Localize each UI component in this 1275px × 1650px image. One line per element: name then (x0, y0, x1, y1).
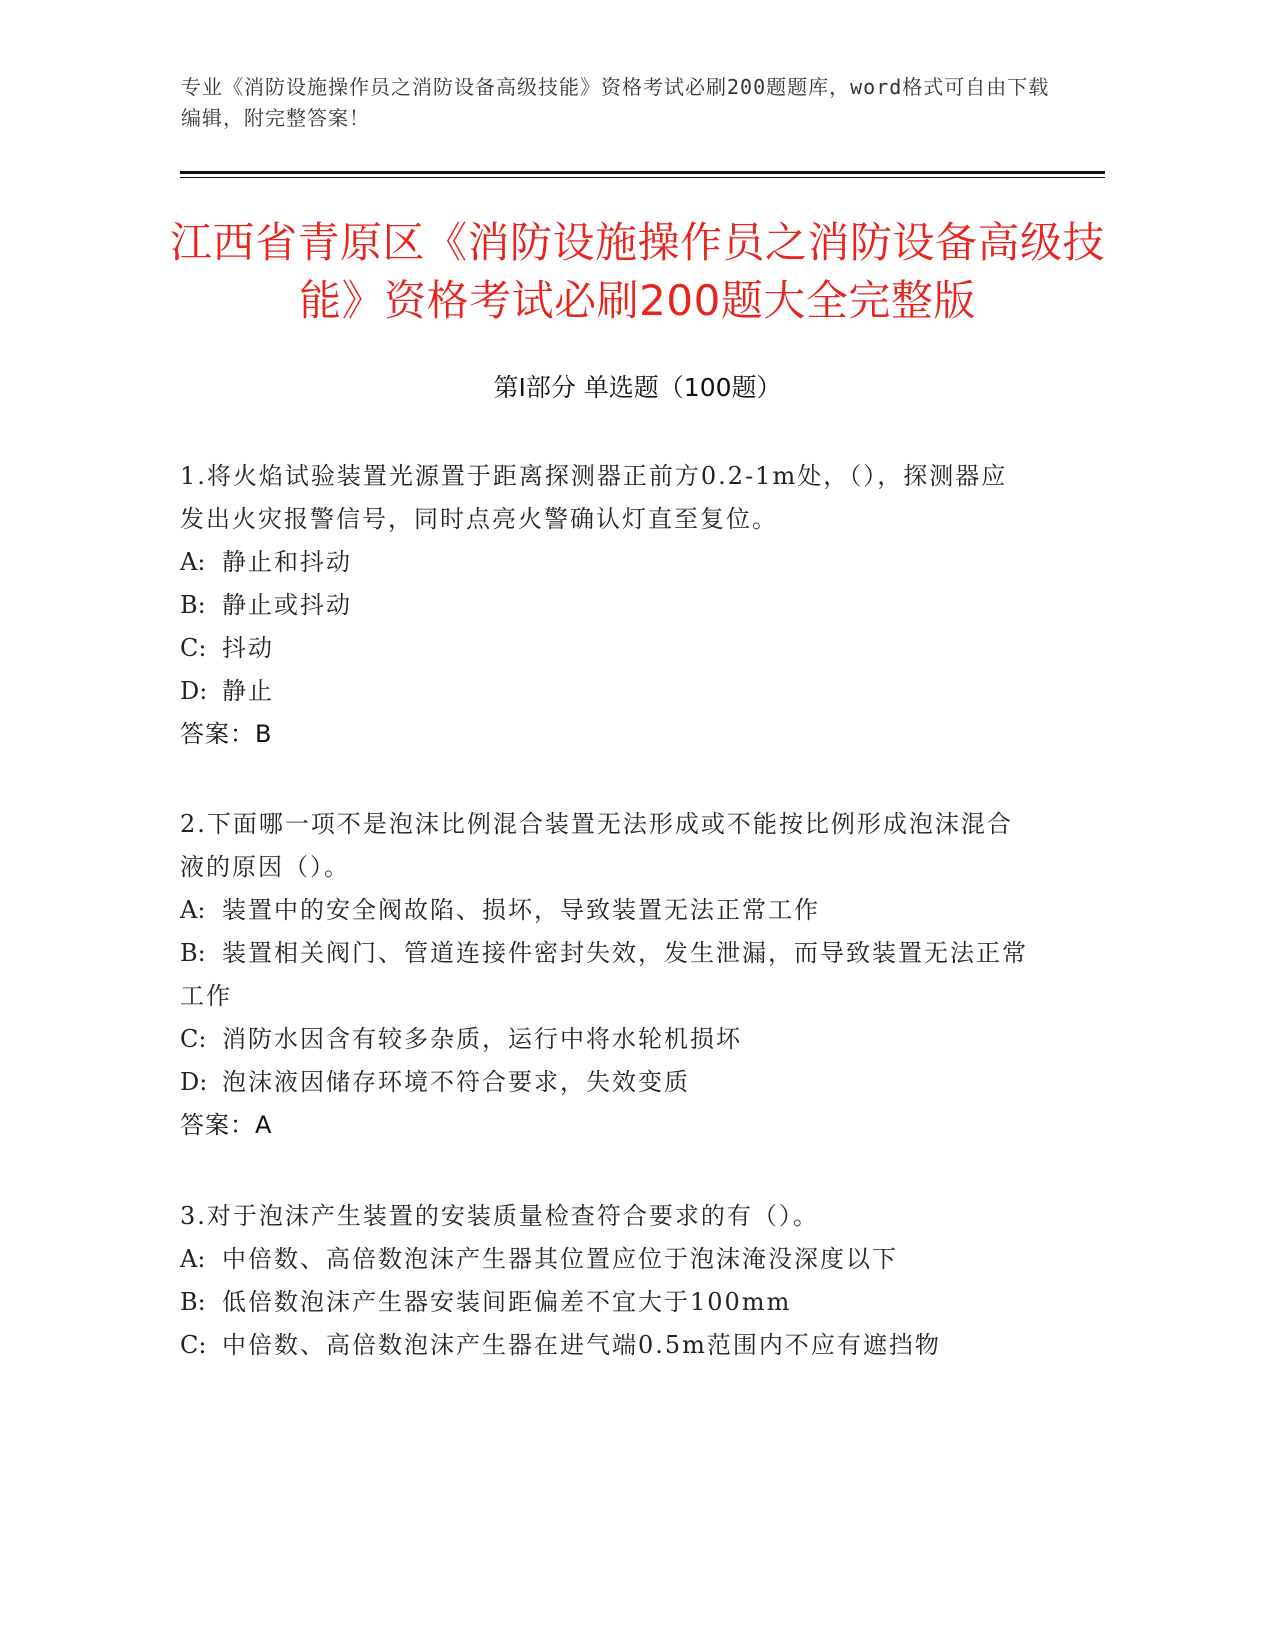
option-c (180, 1324, 1030, 1367)
section-heading: 第Ⅰ部分 单选题（100题） (493, 373, 782, 402)
option-a (180, 889, 1030, 932)
header-rule-thick (180, 171, 1105, 174)
answer-line: 答案：B (180, 720, 273, 748)
option-key: A: (180, 548, 206, 576)
option-d (180, 1061, 1030, 1104)
question-stem: 1.将火焰试验装置光源置于距离探测器正前方0.2-1m处，（），探测器应发出火灾报警信号，同时点亮火警确认灯直至复位。 (180, 462, 1008, 533)
option-text: 抖动 (222, 634, 274, 662)
option-key: B: (180, 591, 206, 619)
option-text: 泡沫液因储存环境不符合要求，失效变质 (222, 1068, 690, 1096)
option-text: 静止 (222, 677, 274, 705)
option-key: B: (180, 939, 206, 967)
option-c (180, 1018, 1030, 1061)
option-text: 中倍数、高倍数泡沫产生器在进气端0.5m范围内不应有遮挡物 (222, 1331, 941, 1359)
question-stem: 2.下面哪一项不是泡沫比例混合装置无法形成或不能按比例形成泡沫混合液的原因（）。 (180, 810, 1013, 881)
option-text: 中倍数、高倍数泡沫产生器其位置应位于泡沫淹没深度以下 (222, 1245, 898, 1273)
option-key: B: (180, 1288, 206, 1316)
option-key: C: (180, 1025, 207, 1053)
option-a (180, 541, 1030, 584)
header-rule-thin (180, 177, 1105, 178)
question-stem: 3.对于泡沫产生装置的安装质量检查符合要求的有（）。 (180, 1202, 819, 1230)
option-text: 装置相关阀门、管道连接件密封失效，发生泄漏，而导致装置无法正常工作 (180, 939, 1028, 1010)
option-b (180, 1281, 1030, 1324)
option-key: D: (180, 1068, 208, 1096)
question-2 (180, 803, 1030, 1147)
option-key: C: (180, 634, 207, 662)
option-text: 装置中的安全阀故陷、损坏，导致装置无法正常工作 (222, 896, 820, 924)
option-text: 低倍数泡沫产生器安装间距偏差不宜大于100mm (222, 1288, 792, 1316)
option-text: 消防水因含有较多杂质，运行中将水轮机损坏 (222, 1025, 742, 1053)
option-b (180, 584, 1030, 627)
question-3 (180, 1195, 1030, 1367)
question-1 (180, 455, 1030, 756)
option-b (180, 932, 1030, 1018)
option-text: 静止或抖动 (222, 591, 352, 619)
option-text: 静止和抖动 (222, 548, 352, 576)
document-title: 江西省青原区《消防设施操作员之消防设备高级技能》资格考试必刷200题大全完整版 (169, 218, 1105, 325)
option-key: C: (180, 1331, 207, 1359)
option-key: A: (180, 896, 206, 924)
option-a (180, 1238, 1030, 1281)
option-key: D: (180, 677, 208, 705)
option-d (180, 670, 1030, 713)
answer-line: 答案：A (180, 1111, 273, 1139)
option-c (180, 627, 1030, 670)
option-key: A: (180, 1245, 206, 1273)
header-note: 专业《消防设施操作员之消防设备高级技能》资格考试必刷200题题库，word格式可自由下载编辑，附完整答案！ (181, 75, 1050, 130)
